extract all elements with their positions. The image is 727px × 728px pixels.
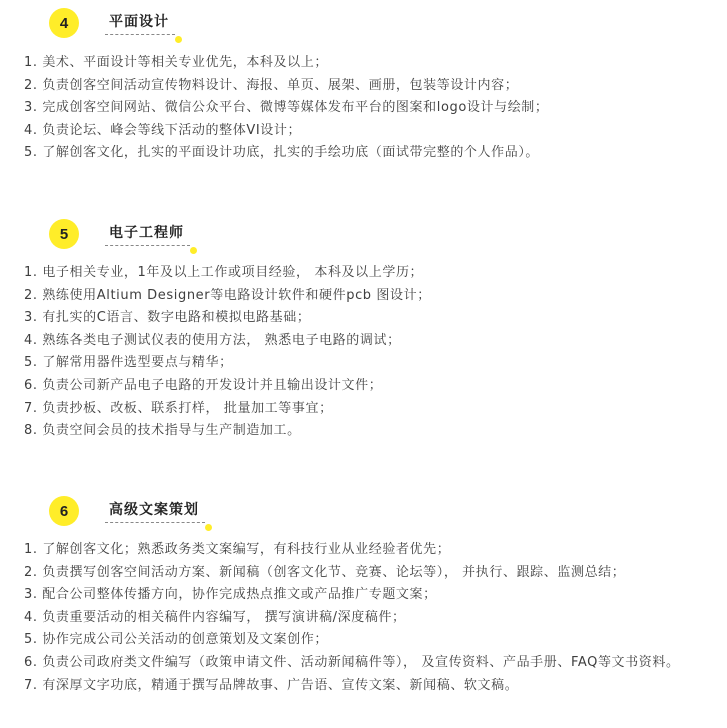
list-item: 4. 熟练各类电子测试仪表的使用方法， 熟悉电子电路的调试；: [24, 332, 401, 348]
section-title-wrap: [105, 11, 175, 39]
list-item: 5. 协作完成公司公关活动的创意策划及文案创作；: [24, 632, 328, 648]
section-number-badge: 4: [49, 8, 79, 38]
list-item: 1. 了解创客文化；熟悉政务类文案编写，有科技行业从业经验者优先；: [24, 542, 451, 557]
list-item: 5. 了解创客文化，扎实的平面设计功底，扎实的手绘功底（面试带完整的个人作品）。: [24, 145, 540, 161]
list-item: 2. 熟练使用Altium Designer等电路设计软件和硬件pcb 图设计；: [24, 287, 431, 303]
section-title: 平面设计: [105, 13, 175, 35]
list-item: 4. 负责论坛、峰会等线下活动的整体VI设计；: [24, 122, 302, 138]
requirements-list: [24, 52, 704, 165]
list-item: 8. 负责空间会员的技术指导与生产制造加工。: [24, 423, 301, 439]
list-item: 7. 有深厚文字功底，精通于撰写品牌故事、广告语、宣传文案、新闻稿、软文稿。: [24, 677, 519, 693]
list-item: 7. 负责抄板、改板、联系打样， 批量加工等事宜；: [24, 400, 333, 416]
list-item: 3. 完成创客空间网站、微信公众平台、微博等媒体发布平台的图案和logo设计与绘制；: [24, 100, 549, 116]
section-number-badge: 5: [49, 219, 79, 249]
section-header: [0, 214, 727, 254]
list-item: 5. 了解常用器件选型要点与精华；: [24, 355, 233, 371]
list-item: 3. 配合公司整体传播方向，协作完成热点推文或产品推广专题文案；: [24, 587, 437, 603]
section-title: 电子工程师: [105, 224, 190, 246]
list-item: 1. 美术、平面设计等相关专业优先，本科及以上；: [24, 55, 328, 70]
section-title-wrap: [105, 499, 205, 527]
section-electronic-engineer: [0, 214, 727, 439]
section-title: 高级文案策划: [105, 501, 205, 523]
list-item: 1. 电子相关专业，1年及以上工作或项目经验， 本科及以上学历；: [24, 265, 424, 280]
list-item: 6. 负责公司新产品电子电路的开发设计并且输出设计文件；: [24, 377, 383, 393]
section-senior-copywriter: [0, 491, 727, 693]
section-graphic-design: [0, 3, 727, 161]
list-item: 2. 负责撰写创客空间活动方案、新闻稿（创客文化节、竞赛、论坛等）， 并执行、跟踪、监测总结；: [24, 564, 626, 580]
list-item: 6. 负责公司政府类文件编写（政策申请文件、活动新闻稿件等）， 及宣传资料、产品手册、FAQ等文书资料。: [24, 654, 680, 670]
list-item: 2. 负责创客空间活动宣传物料设计、海报、单页、展架、画册，包装等设计内容；: [24, 77, 519, 93]
title-dot-decoration: [190, 247, 197, 254]
list-item: 4. 负责重要活动的相关稿件内容编写， 撰写演讲稿/深度稿件；: [24, 609, 406, 625]
section-number-badge: 6: [49, 496, 79, 526]
section-title-wrap: [105, 222, 190, 250]
requirements-list: [24, 262, 704, 443]
section-header: [0, 3, 727, 43]
title-dot-decoration: [175, 36, 182, 43]
requirements-list: [24, 539, 704, 697]
section-header: [0, 491, 727, 531]
title-dot-decoration: [205, 524, 212, 531]
list-item: 3. 有扎实的C语言、数字电路和模拟电路基础；: [24, 310, 311, 326]
